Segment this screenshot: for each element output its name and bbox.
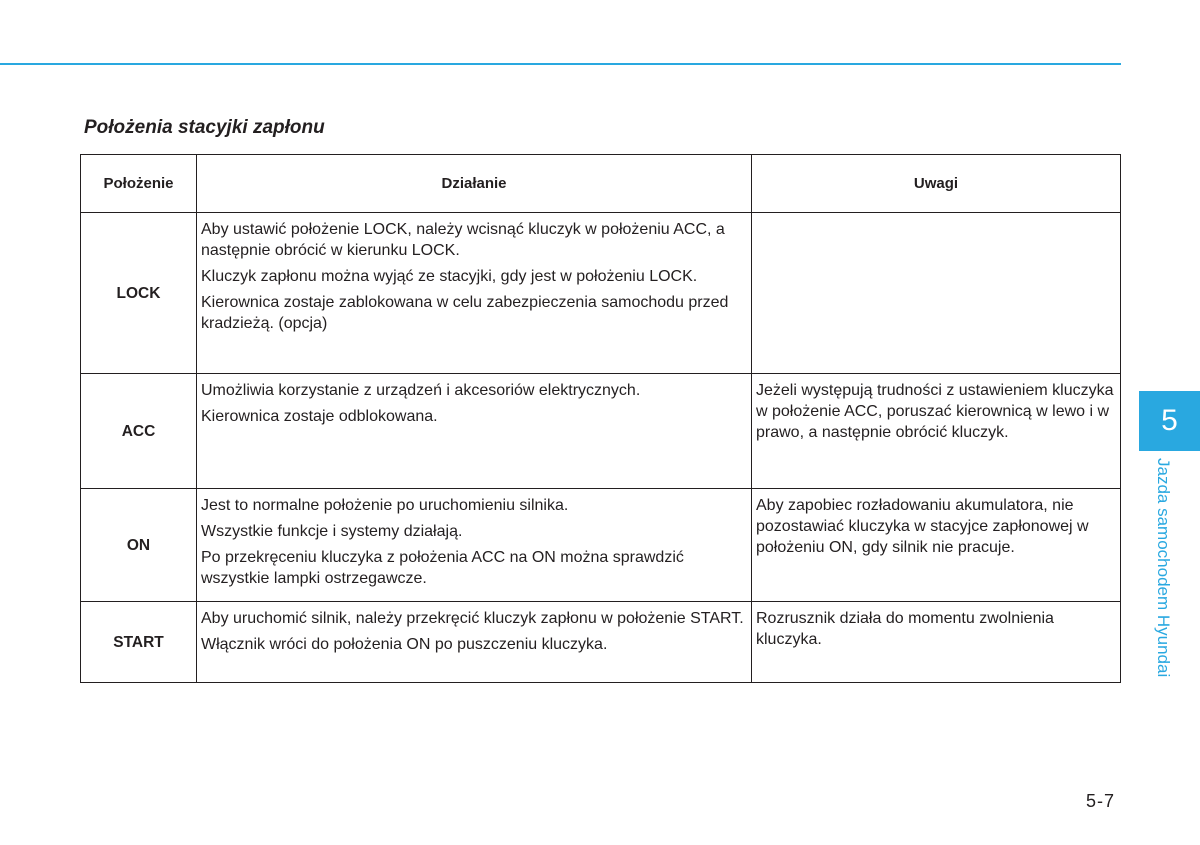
header-rule (0, 63, 1121, 65)
table-header-row (81, 155, 1121, 213)
position-cell: START (81, 602, 197, 683)
header-notes: Uwagi (752, 155, 1121, 213)
page-number: 5-7 (1086, 791, 1116, 811)
action-cell (197, 489, 752, 602)
action-cell (197, 213, 752, 374)
action-paragraph: Po przekręceniu kluczyka z położenia ACC na ON można sprawdzić wszystkie lampki ostrzegawcze. (201, 549, 684, 587)
action-cell (197, 602, 752, 683)
notes-paragraph: Jeżeli występują trudności z ustawieniem kluczyka w położenie ACC, poruszać kierownicą w lewo i w prawo, a następnie obrócić kluczyk. (756, 382, 1114, 441)
action-paragraph: Kierownica zostaje zablokowana w celu zabezpieczenia samochodu przed kradzieżą. (opcja) (201, 294, 729, 332)
notes-cell (752, 602, 1121, 683)
position-cell: LOCK (81, 213, 197, 374)
notes-paragraph: Rozrusznik działa do momentu zwolnienia kluczyka. (756, 610, 1054, 648)
chapter-title: Jazda samochodem Hyundai (1154, 458, 1173, 678)
header-action: Działanie (197, 155, 752, 213)
notes-cell (752, 374, 1121, 489)
table-row (81, 489, 1121, 602)
table-row (81, 213, 1121, 374)
table-row (81, 374, 1121, 489)
position-cell: ACC (81, 374, 197, 489)
header-position: Położenie (81, 155, 197, 213)
action-paragraph: Kierownica zostaje odblokowana. (201, 408, 438, 425)
action-paragraph: Kluczyk zapłonu można wyjąć ze stacyjki, gdy jest w położeniu LOCK. (201, 268, 698, 285)
ignition-positions-table (80, 154, 1121, 683)
table-row (81, 602, 1121, 683)
position-cell: ON (81, 489, 197, 602)
action-paragraph: Umożliwia korzystanie z urządzeń i akcesoriów elektrycznych. (201, 382, 641, 399)
notes-paragraph: Aby zapobiec rozładowaniu akumulatora, nie pozostawiać kluczyka w stacyjce zapłonowej w położeniu ON, gdy silnik nie pracuje. (756, 497, 1089, 556)
action-paragraph: Włącznik wróci do położenia ON po puszczeniu kluczyka. (201, 636, 608, 653)
action-paragraph: Aby uruchomić silnik, należy przekręcić kluczyk zapłonu w położenie START. (201, 610, 744, 627)
notes-cell (752, 213, 1121, 374)
action-cell (197, 374, 752, 489)
section-title: Położenia stacyjki zapłonu (84, 117, 325, 138)
notes-cell (752, 489, 1121, 602)
action-paragraph: Wszystkie funkcje i systemy działają. (201, 523, 463, 540)
chapter-number-tab: 5 (1139, 391, 1200, 451)
action-paragraph: Aby ustawić położenie LOCK, należy wcisnąć kluczyk w położeniu ACC, a następnie obrócić w kierunku LOCK. (201, 221, 725, 259)
action-paragraph: Jest to normalne położenie po uruchomieniu silnika. (201, 497, 569, 514)
